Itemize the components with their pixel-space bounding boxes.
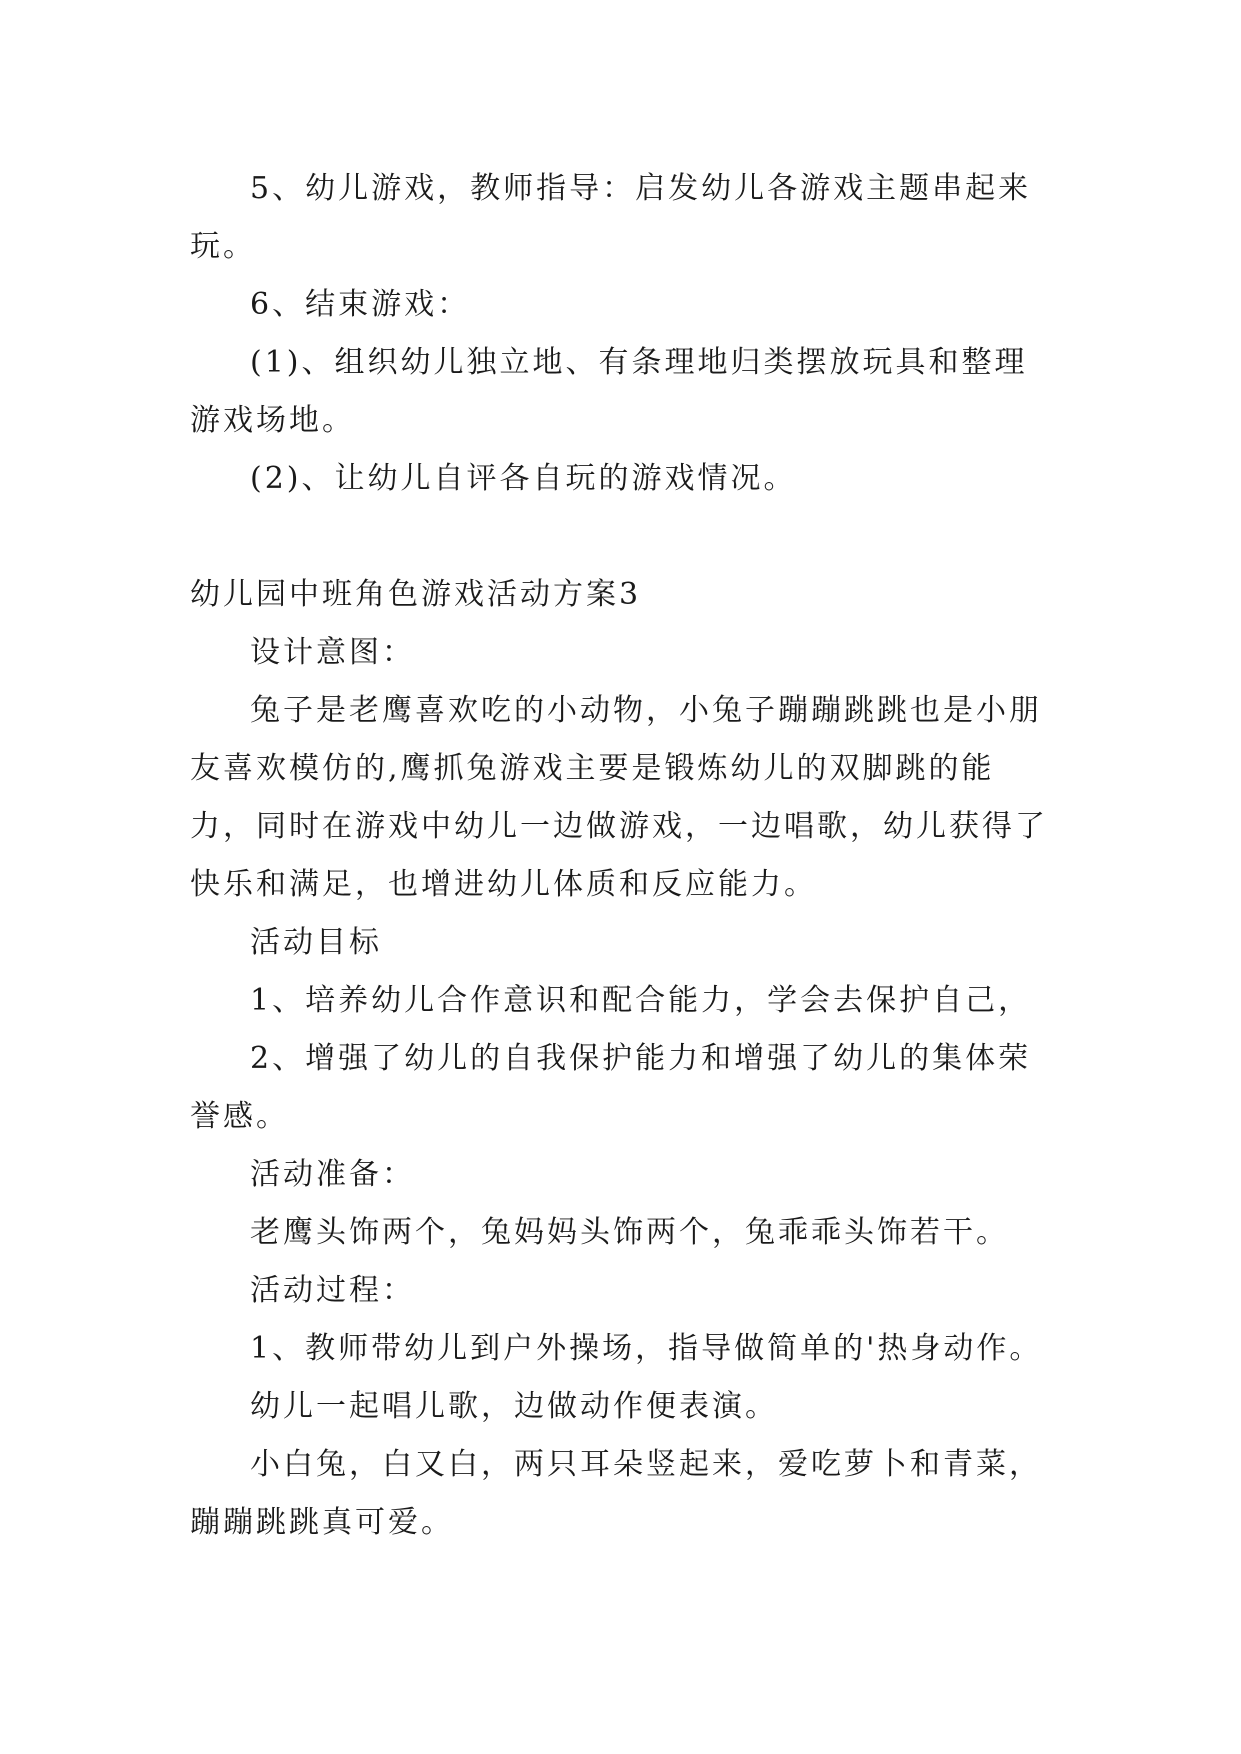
song-text: 小白兔，白又白，两只耳朵竖起来，爱吃萝卜和青菜，蹦蹦跳跳真可爱。 — [190, 1447, 1042, 1540]
prep-text: 老鹰头饰两个，兔妈妈头饰两个，兔乖乖头饰若干。 — [250, 1215, 1009, 1250]
design-heading: 设计意图： — [250, 635, 415, 670]
prep-heading: 活动准备： — [250, 1157, 415, 1192]
process-item-1: 1、教师带幼儿到户外操场，指导做简单的'热身动作。 — [250, 1331, 1043, 1366]
goal-heading: 活动目标 — [250, 925, 382, 960]
design-text: 兔子是老鹰喜欢吃的小动物，小兔子蹦蹦跳跳也是小朋友喜欢模仿的,鹰抓兔游戏主要是锻炼幼儿的双脚跳的能力，同时在游戏中幼儿一边做游戏，一边唱歌，幼儿获得了快乐和满足，也增进幼儿体质和反应能力。 — [190, 693, 1048, 902]
paragraph-step-6-1: (1)、组织幼儿独立地、有条理地归类摆放玩具和整理游戏场地。 — [190, 345, 1028, 438]
process-heading: 活动过程： — [250, 1273, 415, 1308]
section-title: 幼儿园中班角色游戏活动方案3 — [190, 577, 642, 612]
goal-item-1: 1、培养幼儿合作意识和配合能力，学会去保护自己， — [250, 983, 1032, 1018]
paragraph-step-5: 5、幼儿游戏，教师指导：启发幼儿各游戏主题串起来玩。 — [190, 171, 1032, 264]
document-body — [190, 160, 1055, 1552]
process-item-2: 幼儿一起唱儿歌，边做动作便表演。 — [250, 1389, 778, 1424]
paragraph-step-6: 6、结束游戏： — [250, 287, 471, 322]
section-gap — [190, 508, 1055, 566]
paragraph-step-6-2: (2)、让幼儿自评各自玩的游戏情况。 — [250, 461, 797, 496]
goal-item-2: 2、增强了幼儿的自我保护能力和增强了幼儿的集体荣誉感。 — [190, 1041, 1032, 1134]
